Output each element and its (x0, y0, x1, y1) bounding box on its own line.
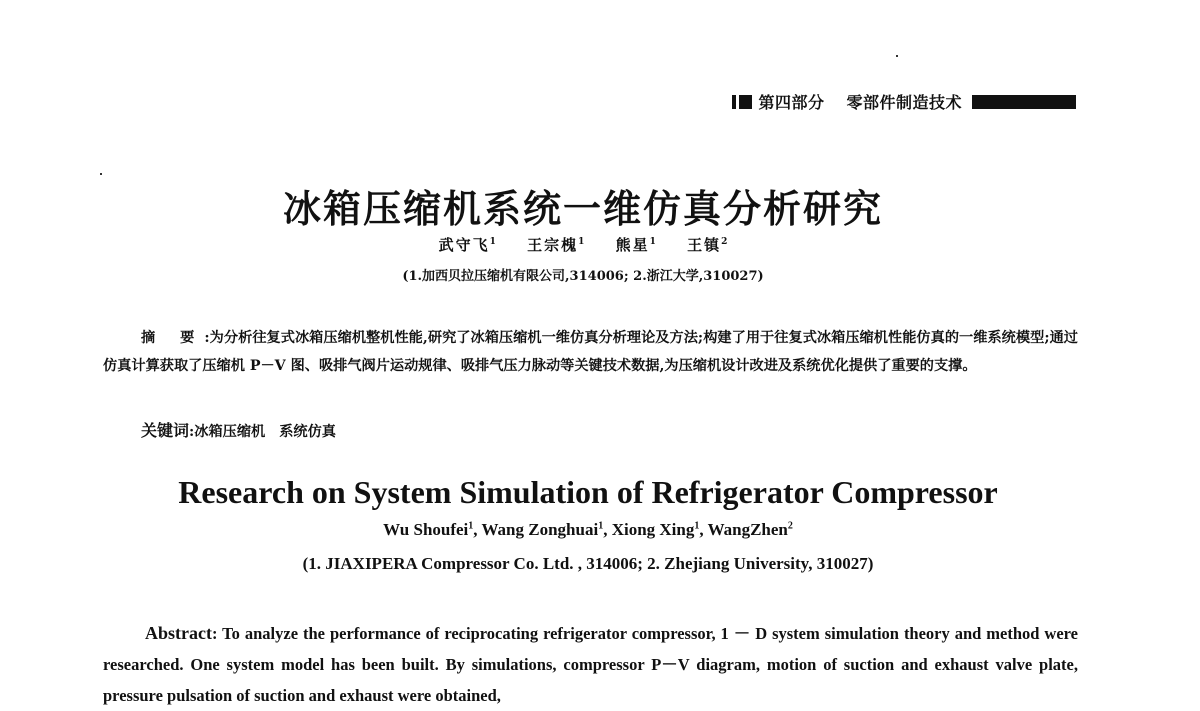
header-bar-marker (972, 95, 1076, 109)
header-topic: 零部件制造技术 (846, 93, 962, 112)
header-block-marker (732, 95, 752, 109)
en-authors: Wu Shoufei$^1$, Wang Zonghuai$^1$, Xiong Xing$^1$, WangZhen$^2$ (383, 520, 793, 539)
en-author: WangZhen$^2$ (707, 520, 793, 539)
cn-keyword: 冰箱压缩机 (194, 424, 266, 440)
cn-keywords-label: 关键词 (141, 421, 190, 440)
cn-abstract-text: 为分析往复式冰箱压缩机整机性能,研究了冰箱压缩机一维仿真分析理论及方法;构建了用于往复式冰箱压缩机性能仿真的一维系统模型;通过仿真计算获取了压缩机 P－V 图、吸排气阀片运动规律、吸排气压力脉动等关键技术数据,为压缩机设计改进及系统优化提供了重要的支撑。 (103, 330, 1078, 374)
cn-keywords: 关键词:冰箱压缩机 系统仿真 (141, 421, 336, 440)
scan-speck (100, 173, 102, 175)
en-author: Xiong Xing$^1$ (611, 520, 700, 539)
en-abstract-text: To analyze the performance of reciprocating refrigerator compressor, 1 － D system simulation theory and method were researched. One system model has been built. By simulations, compressor P－V diagram, motion of suction and exhaust valve plate, pressure pulsation of suction and exhaust were obtained, (103, 624, 1079, 705)
en-title: Research on System Simulation of Refrigerator Compressor (178, 474, 998, 510)
scan-speck (896, 55, 898, 57)
cn-affiliation: (1.加西贝拉压缩机有限公司,314006; 2.浙江大学,310027) (402, 269, 764, 284)
cn-author: 王镇$^2$ (687, 236, 728, 254)
cn-abstract-label: 摘 要 (141, 330, 205, 346)
cn-authors (0, 234, 1166, 255)
cn-title: 冰箱压缩机系统一维仿真分析研究 (282, 186, 883, 231)
cn-keyword: 系统仿真 (279, 424, 336, 440)
en-affiliation: (1. JIAXIPERA Compressor Co. Ltd. , 314006; 2. Zhejiang University, 310027) (302, 554, 874, 573)
en-author: Wang Zonghuai$^1$ (481, 520, 604, 539)
en-author: Wu Shoufei$^1$ (383, 520, 474, 539)
cn-author: 武守飞$^1$ (438, 236, 496, 254)
en-abstract: Abstract: To analyze the performance of reciprocating refrigerator compressor, 1 － D system simulation theory and method were researched. One system model has been built. By simulations, compressor P－V diagram, motion of suction and exhaust valve plate, pressure pulsation of suction and exhaust were obtained, (103, 623, 1079, 705)
cn-abstract: 摘 要:为分析往复式冰箱压缩机整机性能,研究了冰箱压缩机一维仿真分析理论及方法;构建了用于往复式冰箱压缩机性能仿真的一维系统模型;通过仿真计算获取了压缩机 P－V 图、吸排气阀片运动规律、吸排气压力脉动等关键技术数据,为压缩机设计改进及系统优化提供了重要的支撑。 (103, 330, 1078, 374)
cn-author: 王宗槐$^1$ (527, 236, 585, 254)
section-header (732, 90, 1076, 113)
en-abstract-label: Abstract (145, 623, 212, 643)
header-section: 第四部分 (758, 93, 825, 112)
cn-author: 熊星$^1$ (615, 236, 656, 254)
